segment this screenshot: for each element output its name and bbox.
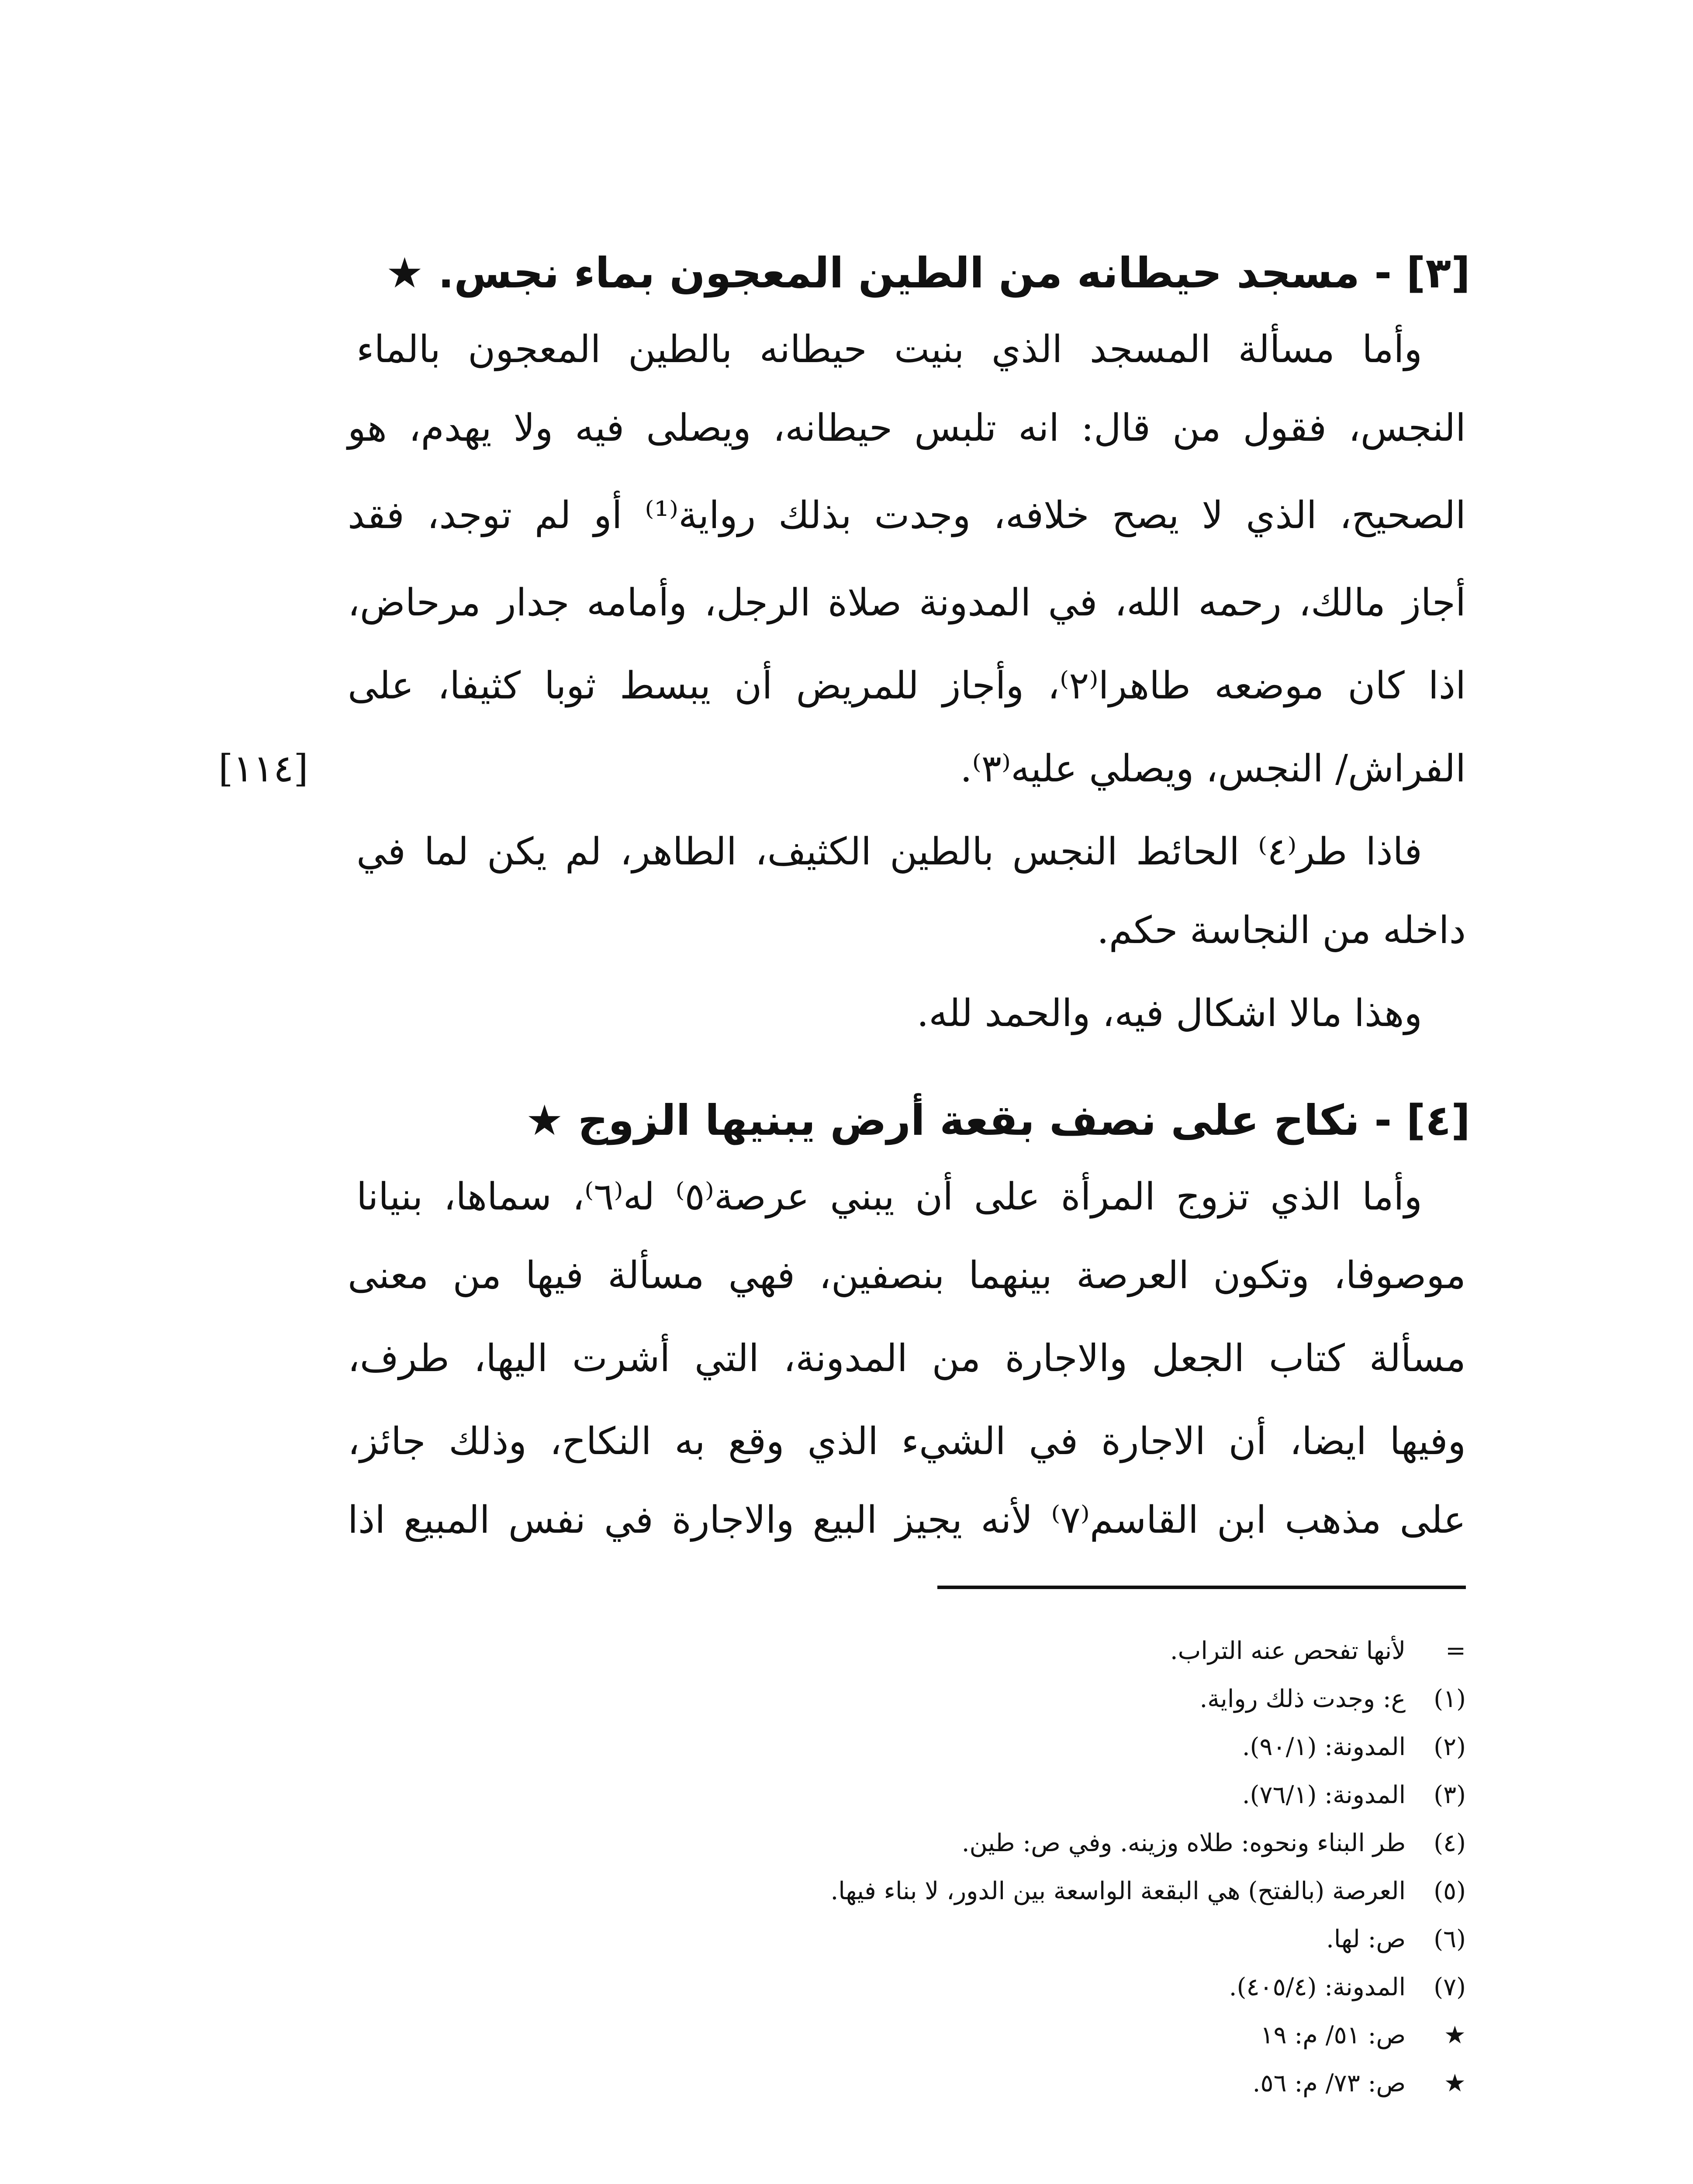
footnote-mark: (٣)	[1434, 1781, 1466, 1809]
footnote-mark: ★	[1444, 2069, 1466, 2098]
footnote-text: لأنها تفحص عنه التراب.	[1170, 1637, 1406, 1665]
footnote	[374, 1682, 1466, 1717]
paragraph-4-line: موصوفا، وتكون العرصة بينهما بنصفين، فهي مسألة فيها من معنى	[348, 1254, 1466, 1297]
footnote	[374, 1778, 1466, 1813]
paragraph-1-line: اذا كان موضعه طاهرا⁽٢⁾، وأجاز للمريض أن يبسط ثوبا كثيفا، على	[348, 664, 1466, 708]
manuscript-folio-marker: [١١٤]	[218, 747, 308, 791]
footnote-mark: (٧)	[1434, 1973, 1466, 2001]
paragraph-4-line: مسألة كتاب الجعل والاجارة من المدونة، التي أشرت اليها، طرف،	[348, 1337, 1466, 1380]
footnote-mark: (٥)	[1434, 1877, 1466, 1905]
footnote	[374, 1826, 1466, 1861]
section-heading-3: [٣] - مسجد حيطانه من الطين المعجون بماء نجس. ★	[386, 249, 1470, 297]
section-heading-4: [٤] - نكاح على نصف بقعة أرض يبنيها الزوج ★	[525, 1096, 1470, 1145]
footnote	[374, 1874, 1466, 1909]
footnote	[374, 2018, 1466, 2053]
footnote-mark: =	[1445, 1637, 1466, 1665]
paragraph-4-line: على مذهب ابن القاسم⁽٧⁾ لأنه يجيز البيع والاجارة في نفس المبيع اذا	[348, 1498, 1466, 1542]
footnote-mark: (٦)	[1434, 1925, 1466, 1953]
footnote-text: المدونة: (٧٦/١).	[1242, 1781, 1406, 1809]
footnote	[374, 2066, 1466, 2101]
footnote-mark: (٢)	[1434, 1733, 1466, 1761]
footnote-text: ص: ٧٣/ م: ٥٦.	[1252, 2069, 1406, 2098]
footnote	[374, 1970, 1466, 2005]
footnote-text: المدونة: (٩٠/١).	[1242, 1733, 1406, 1761]
footnote-text: ص: ٥١/ م: ١٩	[1260, 2021, 1406, 2049]
footnote-mark: (١)	[1434, 1685, 1466, 1713]
paragraph-2-line: داخله من النجاسة حكم.	[1097, 909, 1466, 952]
footnote	[374, 1730, 1466, 1765]
paragraph-1-line: الصحيح، الذي لا يصح خلافه، وجدت بذلك رواية⁽¹⁾ أو لم توجد، فقد	[348, 494, 1466, 537]
footnote-mark: (٤)	[1434, 1829, 1466, 1857]
paragraph-1-line: وأما مسألة المسجد الذي بنيت حيطانه بالطين المعجون بالماء	[356, 328, 1422, 371]
footnote	[374, 1922, 1466, 1957]
footnote-text: طر البناء ونحوه: طلاه وزينه. وفي ص: طين.	[961, 1829, 1406, 1857]
footnote-mark: ★	[1444, 2021, 1466, 2049]
footnote-text: العرصة (بالفتح) هي البقعة الواسعة بين الدور، لا بناء فيها.	[830, 1877, 1406, 1905]
footnote-text: المدونة: (٤٠٥/٤).	[1229, 1973, 1406, 2001]
footnote-text: ص: لها.	[1326, 1925, 1406, 1953]
paragraph-1-line: الفراش/ النجس، ويصلي عليه⁽٣⁾.	[960, 747, 1466, 791]
footnote	[374, 1634, 1466, 1669]
paragraph-4-line: وأما الذي تزوج المرأة على أن يبني عرصة⁽٥⁾ له⁽٦⁾، سماها، بنيانا	[356, 1175, 1422, 1219]
paragraph-4-line: وفيها ايضا، أن الاجارة في الشيء الذي وقع به النكاح، وذلك جائز،	[348, 1420, 1466, 1463]
paragraph-3: وهذا مالا اشكال فيه، والحمد لله.	[916, 992, 1422, 1035]
footnote-text: ع: وجدت ذلك رواية.	[1199, 1685, 1406, 1713]
footnote-separator	[937, 1586, 1466, 1589]
paragraph-2-line: فاذا طر⁽٤⁾ الحائط النجس بالطين الكثيف، الطاهر، لم يكن لما في	[356, 830, 1422, 874]
paragraph-1-line: النجس، فقول من قال: انه تلبس حيطانه، ويصلى فيه ولا يهدم، هو	[348, 406, 1466, 450]
paragraph-1-line: أجاز مالك، رحمه الله، في المدونة صلاة الرجل، وأمامه جدار مرحاض،	[348, 581, 1466, 625]
